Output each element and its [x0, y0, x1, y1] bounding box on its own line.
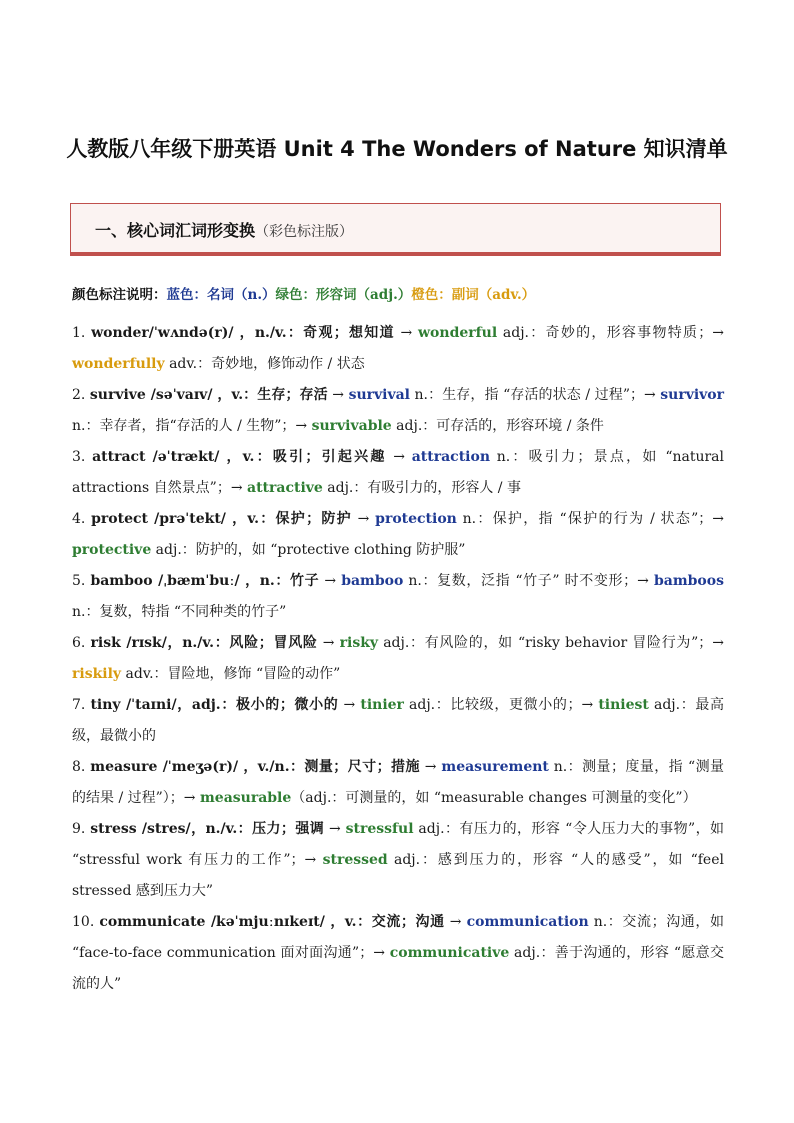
headword: protect /prəˈtekt/ ，v.：保护；防护	[91, 511, 352, 527]
entry-text: →	[351, 511, 376, 527]
section-heading-note: （彩色标注版）	[255, 224, 354, 240]
entry-text: →	[317, 635, 340, 651]
vocabulary-list	[72, 318, 724, 1000]
entry-text: 8.	[72, 759, 91, 775]
adverb-form: wonderfully	[72, 356, 165, 372]
entry-text: adj.：有压力的，形容 “令人压力大的事物”，如 “stressful work 有压力的工作”；→	[72, 821, 725, 868]
entry-text: n.：交流；沟通，如 “face-to-face communication 面对面沟通”；→	[72, 914, 724, 961]
entry-text: →	[327, 387, 349, 403]
adverb-form: riskily	[72, 666, 122, 682]
noun-form: bamboos	[653, 573, 724, 589]
entry-text: →	[338, 697, 361, 713]
noun-form: measurement	[441, 759, 549, 775]
legend-prefix: 颜色标注说明：	[72, 287, 167, 303]
adjective-form: stressful	[345, 821, 414, 837]
vocab-entry	[72, 690, 724, 752]
vocab-entry	[72, 442, 724, 504]
entry-text: →	[319, 573, 342, 589]
adjective-form: attractive	[247, 480, 323, 496]
entry-text: 4.	[72, 511, 92, 527]
headword: risk /rɪsk/，n./v.：风险；冒风险	[90, 635, 318, 651]
noun-form: protection	[375, 511, 457, 527]
entry-text: （adj.：可测量的，如 “measurable changes 可测量的变化”）	[291, 790, 697, 806]
section-heading-text: 一、核心词汇词形变换	[95, 221, 256, 240]
entry-text: adj.：有风险的，如 “risky behavior 冒险行为”；→	[378, 635, 725, 651]
entry-text: 9.	[72, 821, 91, 837]
entry-text: adv.：冒险地，修饰 “冒险的动作”	[121, 666, 341, 682]
section-heading	[95, 218, 353, 241]
entry-text: adj.：有吸引力的，形容人 / 事	[322, 480, 521, 496]
entry-text: 1.	[72, 325, 92, 341]
entry-text: n.：复数，特指 “不同种类的竹子”	[72, 604, 287, 620]
adjective-form: survivable	[311, 418, 392, 434]
vocab-entry	[72, 628, 724, 690]
headword: tiny /ˈtaɪni/，adj.：极小的；微小的	[90, 697, 339, 713]
headword: attract /əˈtrækt/ ，v.：吸引；引起兴趣	[92, 449, 387, 465]
entry-text: n.：保护，指 “保护的行为 / 状态”；→	[456, 511, 724, 527]
adjective-form: wonderful	[418, 325, 498, 341]
entry-text: →	[386, 449, 412, 465]
entry-text: adj.：感到压力的，形容 “人的感受”，如 “feel stressed 感到压力大”	[72, 852, 724, 899]
color-legend	[72, 283, 535, 303]
entry-text: adj.：最高级，最微小的	[72, 697, 724, 744]
adjective-form: tinier	[360, 697, 404, 713]
headword: survive /səˈvaɪv/ ，v.：生存；存活	[89, 387, 328, 403]
entry-text: adj.：善于沟通的，形容 “愿意交流的人”	[72, 945, 724, 992]
noun-form: survivor	[660, 387, 725, 403]
section-header	[70, 203, 721, 256]
vocab-entry	[72, 814, 724, 907]
headword: measure /ˈmeʒə(r)/ ，v./n.：测量；尺寸；措施	[90, 759, 420, 775]
noun-form: communication	[466, 914, 589, 930]
entry-text: n.：生存，指 “存活的状态 / 过程”；→	[410, 387, 661, 403]
legend-adverb: 橙色：副词（adv.）	[411, 287, 536, 303]
vocab-entry	[72, 907, 724, 1000]
entry-text: adj.：奇妙的，形容事物特质；→	[497, 325, 724, 341]
entry-text: →	[394, 325, 418, 341]
entry-text: adj.：防护的，如 “protective clothing 防护服”	[151, 542, 466, 558]
legend-adjective: 绿色：形容词（adj.）	[275, 287, 412, 303]
vocab-entry	[72, 318, 724, 380]
vocab-entry	[72, 566, 724, 628]
adjective-form: measurable	[199, 790, 292, 806]
entry-text: 10.	[72, 914, 100, 930]
entry-text: 3.	[72, 449, 93, 465]
adjective-form: risky	[339, 635, 379, 651]
entry-text: n.：幸存者，指“存活的人 / 生物”；→	[72, 418, 312, 434]
adjective-form: stressed	[322, 852, 388, 868]
adjective-form: communicative	[389, 945, 510, 961]
headword: stress /stres/，n./v.：压力；强调	[90, 821, 325, 837]
legend-noun: 蓝色：名词（n.）	[166, 287, 276, 303]
entry-text: →	[324, 821, 346, 837]
vocab-entry	[72, 752, 724, 814]
noun-form: survival	[348, 387, 410, 403]
entry-text: adj.：可存活的，形容环境 / 条件	[391, 418, 604, 434]
noun-form: bamboo	[341, 573, 404, 589]
page-title: 人教版八年级下册英语 Unit 4 The Wonders of Nature 知识清单	[66, 137, 728, 161]
adjective-form: protective	[72, 542, 152, 558]
entry-text: 5.	[72, 573, 91, 589]
entry-text: adv.：奇妙地，修饰动作 / 状态	[164, 356, 365, 372]
headword: wonder/ˈwʌndə(r)/ ，n./v.：奇观；想知道	[91, 325, 395, 341]
headword: bamboo /ˌbæmˈbuː/ ，n.：竹子	[90, 573, 320, 589]
headword: communicate /kəˈmjuːnɪkeɪt/ ，v.：交流；沟通	[99, 914, 445, 930]
entry-text: n.：复数，泛指 “竹子” 时不变形；→	[403, 573, 654, 589]
entry-text: 7.	[72, 697, 91, 713]
vocab-entry	[72, 380, 724, 442]
entry-text: n.：测量；度量，指 “测量的结果 / 过程”）；→	[72, 759, 725, 806]
entry-text: n.：吸引力；景点，如 “natural attractions 自然景点”；→	[72, 449, 725, 496]
entry-text: →	[419, 759, 442, 775]
noun-form: attraction	[411, 449, 490, 465]
entry-text: adj.：比较级，更微小的；→	[403, 697, 599, 713]
vocab-entry	[72, 504, 724, 566]
entry-text: 2.	[72, 387, 90, 403]
adjective-form: tiniest	[598, 697, 649, 713]
entry-text: →	[444, 914, 467, 930]
entry-text: 6.	[72, 635, 91, 651]
